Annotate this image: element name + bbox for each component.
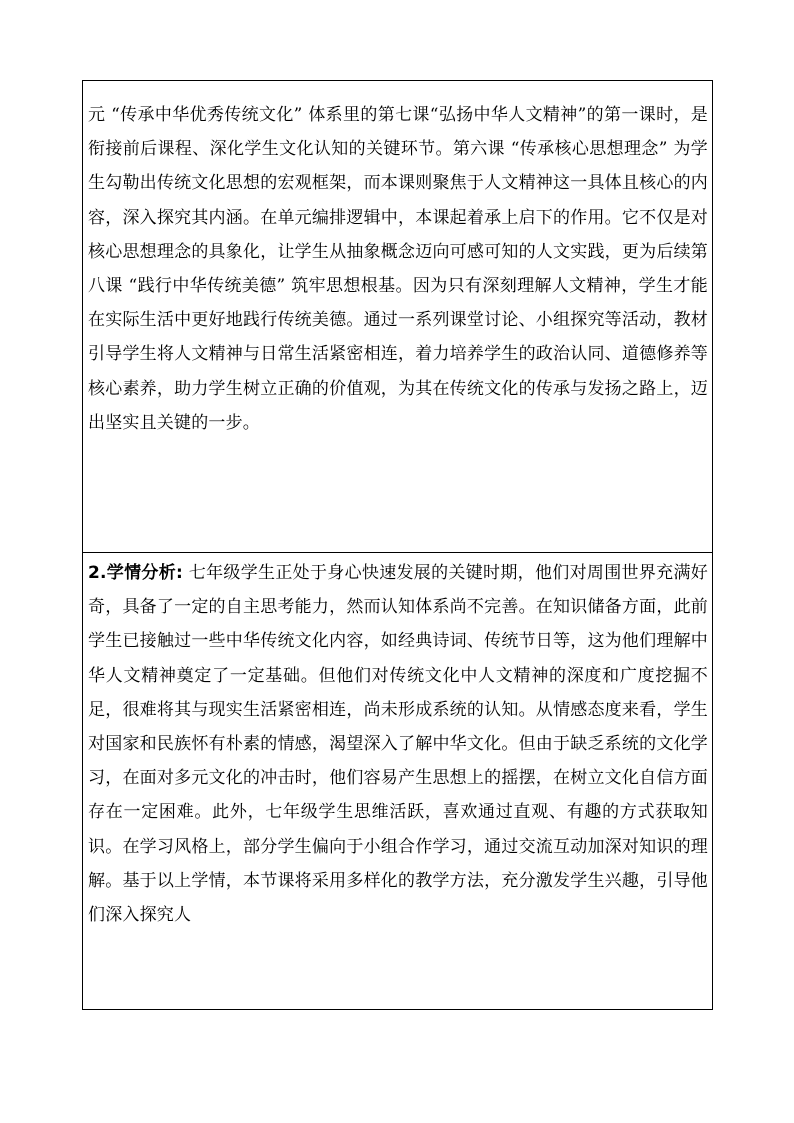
student-analysis-cell [83,553,713,1010]
student-analysis-text: 七年级学生正处于身心快速发展的关键时期，他们对周围世界充满好奇，具备了一定的自主思考能力，然而认知体系尚不完善。在知识储备方面，此前学生已接触过一些中华传统文化内容，如经典诗词、传统节日等，这为他们理解中华人文精神奠定了一定基础。但他们对传统文化中人文精神的深度和广度挖掘不足，很难将其与现实生活紧密相连，尚未形成系统的认知。从情感态度来看，学生对国家和民族怀有朴素的情感，渴望深入了解中华文化。但由于缺乏系统的文化学习，在面对多元文化的冲击时，他们容易产生思想上的摇摆，在树立文化自信方面存在一定困难。此外，七年级学生思维活跃，喜欢通过直观、有趣的方式获取知识。在学习风格上，部分学生偏向于小组合作学习，通过交流互动加深对知识的理解。基于以上学情，本节课将采用多样化的教学方法，充分激发学生兴趣，引导他们深入探究人 [88,563,708,926]
textbook-analysis-cell [83,81,713,553]
table-row [83,553,713,1010]
textbook-analysis-paragraph: 元 “传承中华优秀传统文化” 体系里的第七课“弘扬中华人文精神”的第一课时，是衔接前后课程、深化学生文化认知的关键环节。第六课 “传承核心思想理念” 为学生勾勒出传统文化思想的宏观框架，而本课则聚焦于人文精神这一具体且核心的内容，深入探究其内涵。在单元编排逻辑中，本课起着承上启下的作用。它不仅是对核心思想理念的具象化，让学生从抽象概念迈向可感可知的人文实践，更为后续第八课 “践行中华传统美德” 筑牢思想根基。因为只有深刻理解人文精神，学生才能在实际生活中更好地践行传统美德。通过一系列课堂讨论、小组探究等活动，教材引导学生将人文精神与日常生活紧密相连，着力培养学生的政治认同、道德修养等核心素养，助力学生树立正确的价值观，为其在传统文化的传承与发扬之路上，迈出坚实且关键的一步。 [88,105,708,433]
lesson-plan-table [82,80,713,1010]
student-analysis-paragraph [88,553,708,932]
table-row [83,81,713,553]
student-analysis-heading: 2.学情分析: [88,563,184,583]
